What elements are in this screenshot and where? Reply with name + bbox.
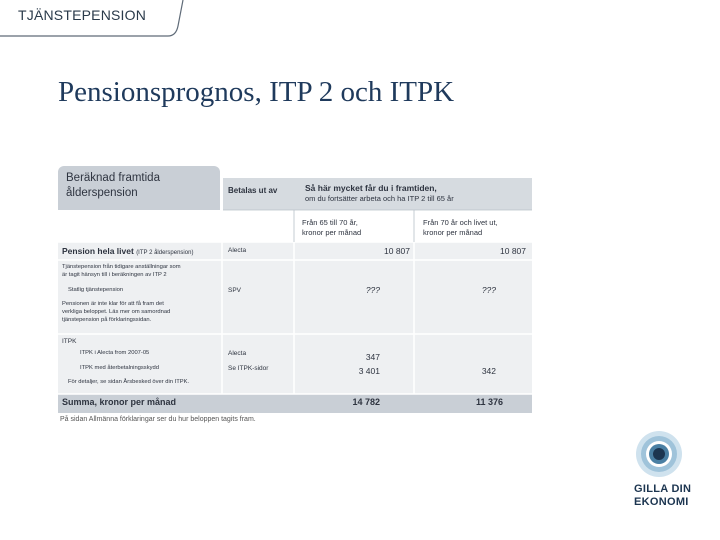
col1-header-line1: Från 65 till 70 år, [302, 218, 358, 227]
row-previous-paid-by: SPV [228, 287, 242, 294]
row-itpk-paid-by2: Se ITPK-sidor [228, 365, 269, 372]
row-itpk-note: För detaljer, se sidan Årsbesked över din ITPK. [68, 379, 190, 385]
row-itpk-item1: ITPK i Alecta from 2007-05 [80, 350, 150, 356]
col2-header-line2: kronor per månad [423, 228, 483, 237]
slide-title: Pensionsprognos, ITP 2 och ITPK [58, 76, 455, 108]
header-left-line2: ålderspension [66, 187, 138, 199]
total-v2: 11 376 [475, 397, 503, 407]
row-previous-note2: verkliga beloppet. Läs mer om samordnad [62, 309, 171, 315]
total-v1: 14 782 [352, 397, 380, 407]
logo-line2: EKONOMI [634, 496, 689, 508]
header-left-line1: Beräknad framtida [66, 172, 160, 184]
col1-header-line2: kronor per månad [302, 228, 362, 237]
row-pension-v2: 10 807 [500, 246, 526, 256]
logo-line1: GILLA DIN [634, 483, 692, 495]
row-itpk-v1b: 3 401 [358, 366, 380, 376]
row-previous-note3: tjänstepension på förklaringssidan. [62, 317, 152, 323]
row-itpk-v1a: 347 [365, 352, 380, 362]
row-previous-note1: Pensionen är inte klar för att få fram det [62, 301, 164, 307]
total-label: Summa, kronor per månad [62, 397, 177, 407]
row-pension-sub: (ITP 2 ålderspension) [136, 250, 194, 256]
row-previous-line2: är tagit hänsyn till i beräkningen av ITP 2 [62, 272, 167, 278]
table-footnote: På sidan Allmänna förklaringar ser du hur beloppen tagits fram. [60, 416, 256, 423]
row-itpk-item2: ITPK med återbetalningsskydd [80, 365, 159, 371]
row-itpk-title: ITPK [62, 338, 77, 345]
row-previous-v2: ??? [481, 285, 496, 295]
pension-table [58, 166, 532, 415]
header-paid-by: Betalas ut av [228, 186, 278, 195]
row-previous-line1: Tjänstepension från tidigare anställningar som [62, 264, 181, 270]
row-itpk-v2b: 342 [481, 366, 496, 376]
header-main-line1: Så här mycket får du i framtiden, [305, 183, 437, 193]
row-previous-item: Statlig tjänstepension [68, 287, 124, 293]
col2-header-line1: Från 70 år och livet ut, [423, 218, 498, 227]
row-itpk-paid-by1: Alecta [228, 350, 247, 357]
row-pension-paid-by: Alecta [228, 247, 247, 254]
section-label: TJÄNSTEPENSION [18, 7, 147, 23]
row-pension-v1: 10 807 [384, 246, 410, 256]
row-previous-v1: ??? [365, 285, 380, 295]
row-pension-label-text: Pension hela livet [62, 246, 134, 256]
header-main-line2: om du fortsätter arbeta och ha ITP 2 till 65 år [305, 194, 454, 203]
gilla-din-ekonomi-logo-icon [628, 426, 690, 480]
row-pension-label [62, 246, 193, 256]
